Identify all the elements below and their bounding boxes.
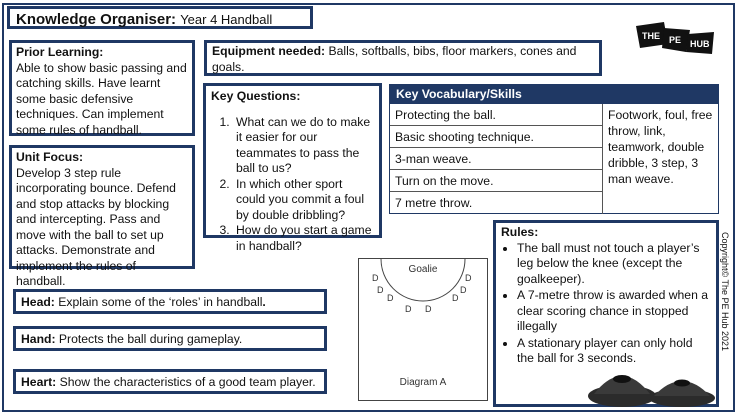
skill-row: Protecting the ball. [390, 104, 603, 126]
rules-list [501, 241, 711, 367]
rule-item: • A stationary player can only hold the ball for 3 seconds. [517, 336, 711, 367]
copyright-notice [718, 230, 732, 410]
copyright-text: Copyright© The PE Hub 2021 [720, 232, 730, 352]
hand-box [13, 326, 327, 351]
title-subject: Year 4 Handball [180, 12, 273, 27]
page-title [7, 6, 313, 29]
equipment-heading: Equipment needed: [212, 44, 326, 58]
unit-focus-box [9, 145, 195, 288]
key-questions-heading: Key Questions: [211, 89, 301, 103]
key-question: 2. In which other sport could you commit a foul by double dribbling? [233, 177, 374, 224]
prior-learning-heading: Prior Learning: [16, 45, 104, 59]
head-text: Explain some of the ‘roles’ in handball [58, 295, 263, 309]
rule-item: • A 7-metre throw is awarded when a clear scoring chance in stopped illegally [517, 288, 711, 335]
heart-text: Show the characteristics of a good team player. [59, 375, 316, 389]
skill-row: Turn on the move. [390, 170, 603, 192]
diagram-defender: D [377, 285, 384, 295]
head-heading: Head: [21, 295, 55, 309]
key-question: 3. How do you start a game in handball? [233, 223, 374, 254]
diagram-defender: D [460, 285, 467, 295]
vocabulary-table [389, 84, 719, 214]
diagram-a [358, 258, 488, 401]
prior-learning-box [9, 40, 195, 136]
pe-hub-logo [634, 22, 716, 56]
equipment-text: Balls, softballs, bibs, floor markers, cones and goals. [212, 44, 577, 74]
diagram-goalie-label: Goalie [408, 264, 438, 275]
diagram-caption: Diagram A [399, 377, 447, 388]
equipment-box [204, 40, 602, 76]
key-questions-box [203, 83, 382, 253]
title-bold: Knowledge Organiser: [16, 11, 177, 28]
heart-box [13, 369, 327, 394]
heart-heading: Heart: [21, 375, 57, 389]
diagram-defender: D [425, 304, 432, 314]
hand-heading: Hand: [21, 332, 56, 346]
key-questions-list [211, 115, 374, 255]
logo-text-hub: HUB [690, 39, 710, 49]
rules-heading: Rules: [501, 225, 539, 239]
unit-focus-text: Develop 3 step rule incorporating bounce. Defend and stop attacks by blocking and intercepting. Pass and move with the ball to set up attacks. Demonstrate and implement the rules of handball. [16, 165, 176, 288]
logo-text-the: THE [642, 31, 660, 41]
head-end: . [262, 295, 266, 309]
logo-text-pe: PE [669, 35, 682, 45]
skill-row: 3-man weave. [390, 148, 603, 170]
diagram-defender: D [405, 304, 412, 314]
prior-learning-text: Able to show basic passing and catching skills. Have learnt some basic defensive techniques. Can implement some rules of handball. [16, 60, 187, 137]
hand-text: Protects the ball during gameplay. [58, 332, 243, 346]
skill-row: Basic shooting technique. [390, 126, 603, 148]
skills-column [390, 104, 603, 214]
head-box [13, 289, 327, 314]
key-question: 1. What can we do to make it easier for our teammates to pass the ball to us? [233, 115, 374, 177]
skill-row: 7 metre throw. [390, 192, 603, 214]
diagram-defender: D [465, 273, 472, 283]
diagram-defender: D [452, 293, 459, 303]
vocabulary-heading: Key Vocabulary/Skills [390, 85, 718, 104]
cones-image [588, 362, 716, 408]
rule-item: • The ball must not touch a player’s leg below the knee (except the goalkeeper). [517, 241, 711, 288]
unit-focus-heading: Unit Focus: [16, 150, 84, 164]
diagram-defender: D [387, 293, 394, 303]
vocabulary-terms: Footwork, foul, free throw, link, teamwork, double dribble, 3 step, 3 man weave. [608, 108, 713, 186]
diagram-defender: D [372, 273, 379, 283]
